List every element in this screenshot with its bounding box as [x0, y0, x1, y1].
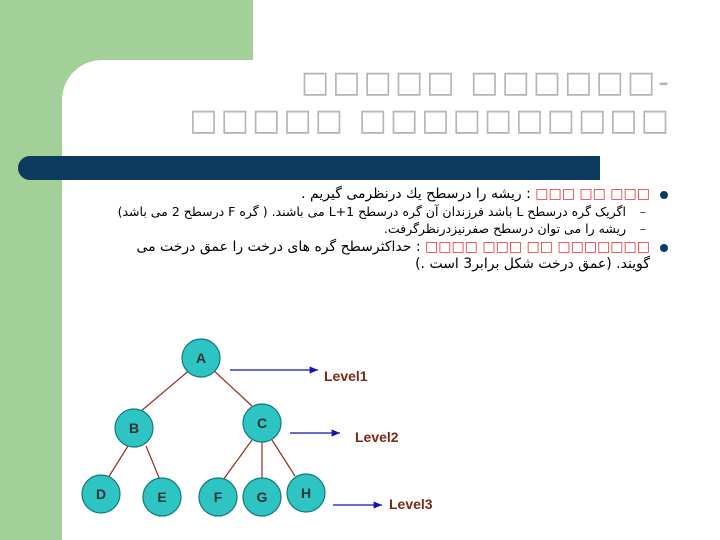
- svg-text:D: D: [95, 486, 107, 502]
- edge-c-f: [223, 440, 252, 480]
- svg-text:F: F: [213, 489, 223, 505]
- level2-label: Level2: [355, 429, 399, 445]
- svg-text:G: G: [256, 489, 268, 505]
- svg-text:C: C: [256, 415, 268, 431]
- node-a: [182, 339, 220, 377]
- bullet-text: : ریشه را درسطح یك درنظرمی گیریم .: [301, 186, 536, 202]
- dash-icon: –: [639, 221, 646, 236]
- edge-a-c: [211, 368, 252, 406]
- dash-icon: –: [639, 204, 646, 219]
- level1-label: Level1: [324, 368, 368, 384]
- node-g: [243, 478, 281, 516]
- level3-label: Level3: [389, 496, 433, 512]
- edge-b-e: [146, 446, 160, 480]
- svg-text:B: B: [128, 420, 140, 436]
- node-f: [199, 478, 237, 516]
- node-c: [243, 404, 281, 442]
- edge-a-b: [140, 368, 192, 412]
- node-h: [287, 474, 325, 512]
- bullet-text: : حداکثرسطح گره های درخت را عمق درخت می گویند. (عمق درخت شکل برابر3 است .): [136, 239, 650, 272]
- bullet-term-placeholder: □□□□□□□ □□ □□□ □□□□: [425, 239, 650, 255]
- edge-b-d: [108, 446, 128, 478]
- svg-text:E: E: [157, 489, 167, 505]
- svg-text:A: A: [195, 350, 207, 366]
- node-d: [82, 475, 120, 513]
- sub-bullet-text: ریشه را می توان درسطح صفرنیزدرنظرگرفت.: [383, 221, 626, 236]
- bullet-term-placeholder: □□□ □□ □□□: [535, 186, 650, 202]
- edge-c-h: [272, 440, 295, 476]
- node-b: [115, 409, 153, 447]
- sub-bullet-text: اگریک گره درسطح L باشد فرزندان آن گره درسطح L+1 می باشند. ( گره F درسطح 2 می باشد): [117, 204, 626, 219]
- slide-title: -□□□□□□ □□□□□ □□□□□□□□□□ □□□□□: [189, 65, 672, 138]
- svg-text:H: H: [300, 485, 312, 501]
- node-e: [143, 478, 181, 516]
